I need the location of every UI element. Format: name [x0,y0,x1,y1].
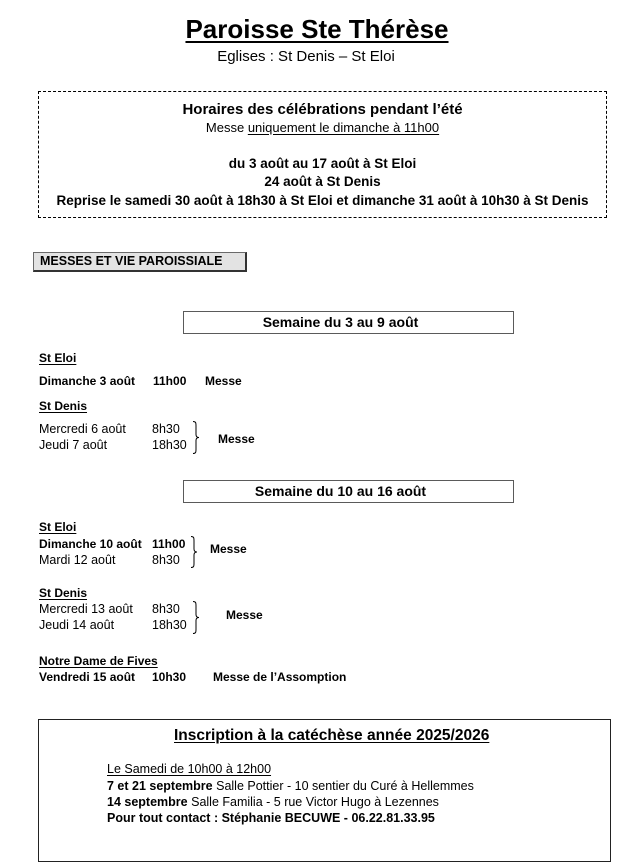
mass-day: Mercredi 6 août [39,422,126,436]
session-dates: 14 septembre [107,795,188,809]
page-title: Paroisse Ste Thérèse [185,14,449,44]
summer-schedule-box [38,91,607,218]
catechesis-session [107,778,474,794]
summer-line: 24 août à St Denis [264,173,381,189]
church-name: St Eloi [39,351,77,365]
mass-time: 8h30 [152,422,180,436]
mass-celebration: Messe [218,432,255,446]
catechesis-schedule: Le Samedi de 10h00 à 12h00 [107,762,272,776]
curly-brace-icon [190,536,198,568]
catechesis-contact: Pour tout contact : Stéphanie BECUWE - 06.22.81.33.95 [107,811,435,825]
mass-celebration: Messe de l’Assomption [213,670,347,684]
mass-celebration: Messe [205,374,242,388]
catechesis-box [38,719,611,862]
curly-brace-path [191,537,197,568]
church-name: St Denis [39,586,88,600]
mass-celebration: Messe [226,608,263,622]
catechesis-title: Inscription à la catéchèse année 2025/2026 [174,726,490,744]
mass-time: 8h30 [152,553,180,567]
mass-day: Dimanche 3 août [39,374,136,388]
church-name: St Denis [39,399,88,413]
mass-time: 18h30 [152,618,187,632]
section-heading: MESSES ET VIE PAROISSIALE [33,252,247,272]
mass-time: 8h30 [152,602,180,616]
church-name: St Eloi [39,520,77,534]
curly-brace-path [193,422,199,454]
catechesis-session [107,794,439,810]
summer-mass-note [39,120,606,136]
session-location: Salle Pottier - 10 sentier du Curé à Hellemmes [216,779,474,793]
church-name: Notre Dame de Fives [39,654,158,668]
summer-line: Reprise le samedi 30 août à 18h30 à St Eloi et dimanche 31 août à 10h30 à St Denis [56,192,589,208]
mass-day: Dimanche 10 août [39,537,142,551]
summer-mass-prefix: Messe [205,120,245,135]
mass-day: Jeudi 14 août [39,618,115,632]
summer-schedule-title: Horaires des célébrations pendant l’été [182,101,463,118]
week-heading: Semaine du 3 au 9 août [183,311,514,334]
mass-day: Jeudi 7 août [39,438,108,452]
page-subtitle: Eglises : St Denis – St Eloi [217,48,395,65]
session-dates: 7 et 21 septembre [107,779,213,793]
summer-mass-note-underlined: uniquement le dimanche à 11h00 [247,120,440,135]
mass-day: Vendredi 15 août [39,670,136,684]
curly-brace-icon [192,421,200,454]
session-location: Salle Familia - 5 rue Victor Hugo à Lezennes [191,795,439,809]
mass-day: Mardi 12 août [39,553,116,567]
mass-day: Mercredi 13 août [39,602,133,616]
mass-time: 18h30 [152,438,187,452]
mass-time: 10h30 [152,670,187,684]
mass-celebration: Messe [210,542,247,556]
summer-line: du 3 août au 17 août à St Eloi [228,155,417,171]
curly-brace-icon [192,601,200,634]
week-heading: Semaine du 10 au 16 août [183,480,514,503]
mass-time: 11h00 [152,537,186,551]
curly-brace-path [193,602,199,634]
mass-time: 11h00 [153,374,187,388]
